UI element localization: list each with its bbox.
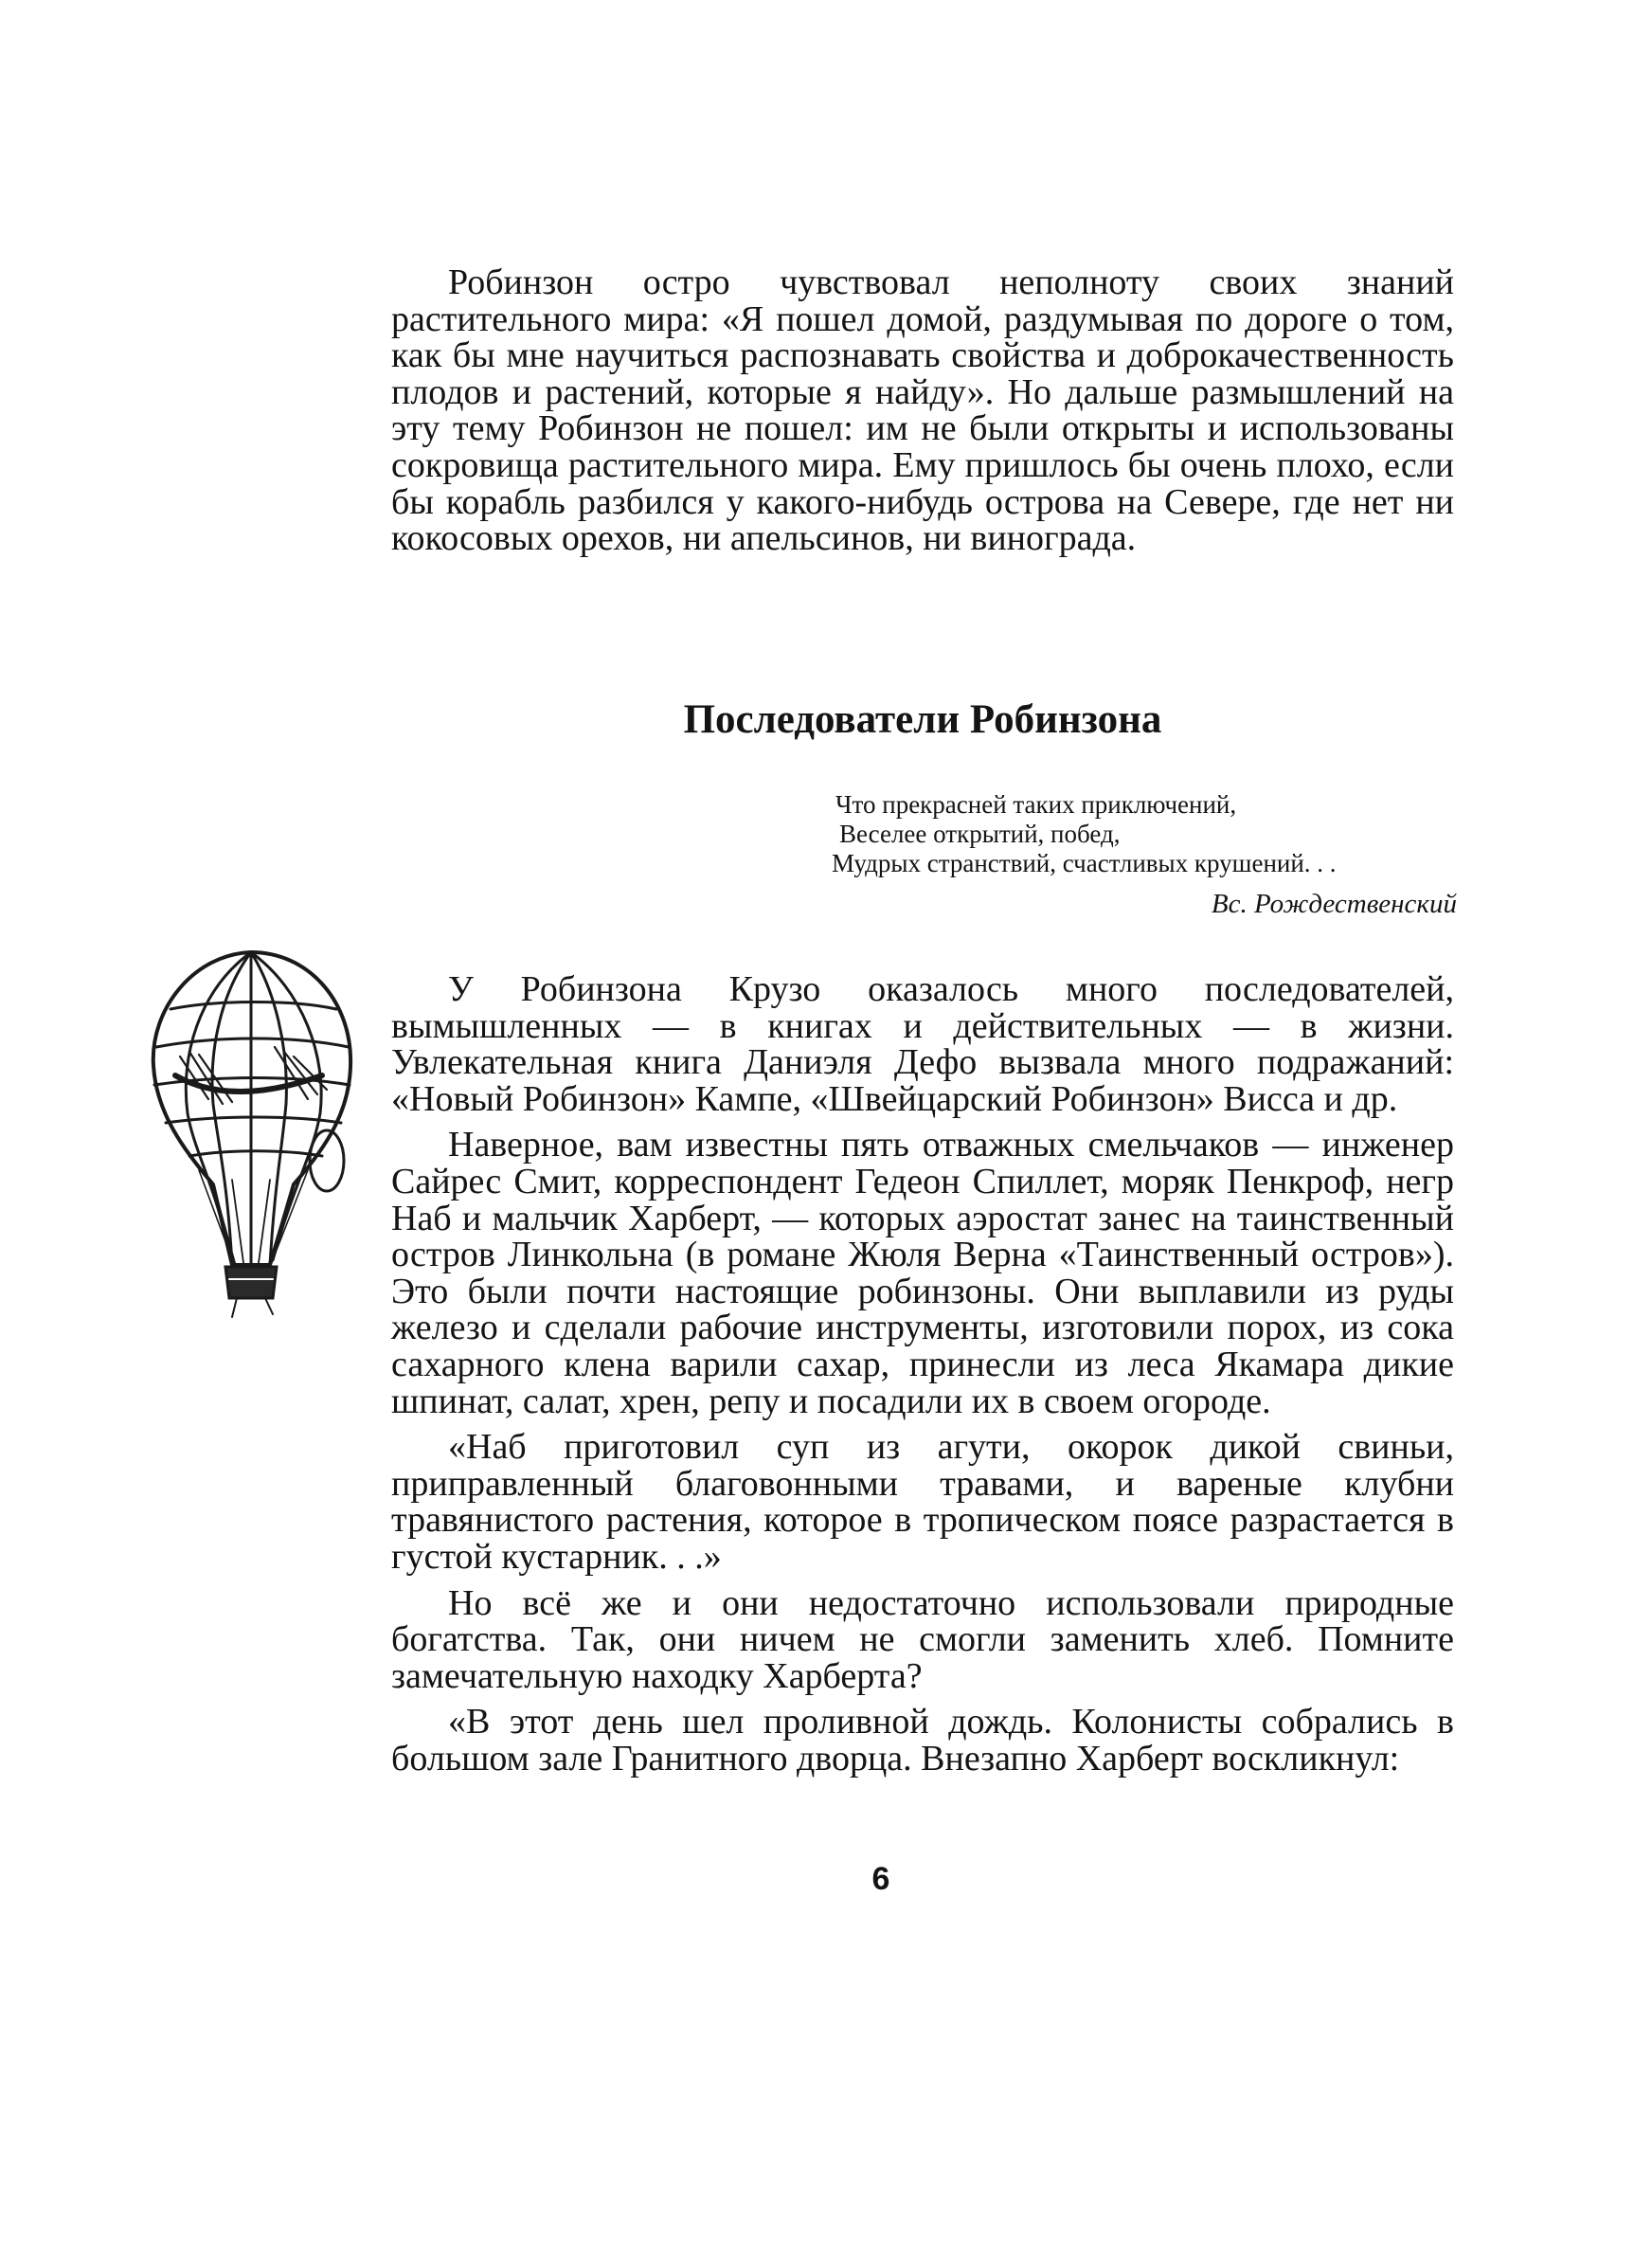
epigraph	[832, 790, 1457, 919]
main-paragraph: Но всё же и они недостаточно использовали природные богатства. Так, они ничем не смогли заменить хлеб. Помните замечательную находку Харберта?	[391, 1582, 1454, 1696]
hot-air-balloon-icon	[142, 933, 360, 1331]
intro-text-block	[391, 264, 1454, 557]
epigraph-line: Что прекрасней таких приключений,	[835, 790, 1237, 819]
section-title: Последователи Робинзона	[683, 697, 1162, 742]
epigraph-line: Мудрых странствий, счастливых крушений. . .	[832, 849, 1337, 877]
page-number: 6	[871, 1861, 890, 1897]
epigraph-author: Вс. Рождественский	[1211, 889, 1457, 919]
epigraph-line: Веселее открытий, побед,	[839, 820, 1121, 848]
main-paragraph: «Наб приготовил суп из агути, окорок дикой свиньи, приправленный благовонными травами, и вареные клубни травянистого растения, которое в тропическом поясе разрастается в густой кустарник. . .»	[391, 1427, 1454, 1577]
main-paragraph: «В этот день шел проливной дождь. Колонисты собрались в большом зале Гранитного дворца. Внезапно Харберт воскликнул:	[391, 1702, 1454, 1779]
main-text-block	[391, 971, 1454, 1777]
intro-paragraph: Робинзон остро чувствовал неполноту своих знаний растительного мира: «Я пошел домой, раздумывая по дороге о том, как бы мне научиться распознавать свойства и доброкачественность плодов и растений, которые я найду». Но дальше размышлений на эту тему Робинзон не пошел: им не были открыты и использованы сокровища растительного мира. Ему пришлось бы очень плохо, если бы корабль разбился у какого-нибудь острова на Севере, где нет ни кокосовых орехов, ни апельсинов, ни винограда.	[391, 262, 1454, 559]
main-paragraph: Наверное, вам известны пять отважных смельчаков — инженер Сайрес Смит, корреспондент Гедеон Спиллет, моряк Пенкроф, негр Наб и мальчик Харберт, — которых аэростат занес на таинственный остров Линкольна (в романе Жюля Верна «Таинственный остров»). Это были почти настоящие робинзоны. Они выплавили из руды железо и сделали рабочие инструменты, изготовили порох, из сока сахарного клена варили сахар, принесли из леса Якамара дикие шпинат, салат, хрен, репу и посадили их в своем огороде.	[391, 1125, 1454, 1421]
main-paragraph: У Робинзона Крузо оказалось много последователей, вымышленных — в книгах и действительных — в жизни. Увлекательная книга Даниэля Дефо вызвала много подражаний: «Новый Робинзон» Кампе, «Швейцарский Робинзон» Висса и др.	[391, 969, 1454, 1119]
